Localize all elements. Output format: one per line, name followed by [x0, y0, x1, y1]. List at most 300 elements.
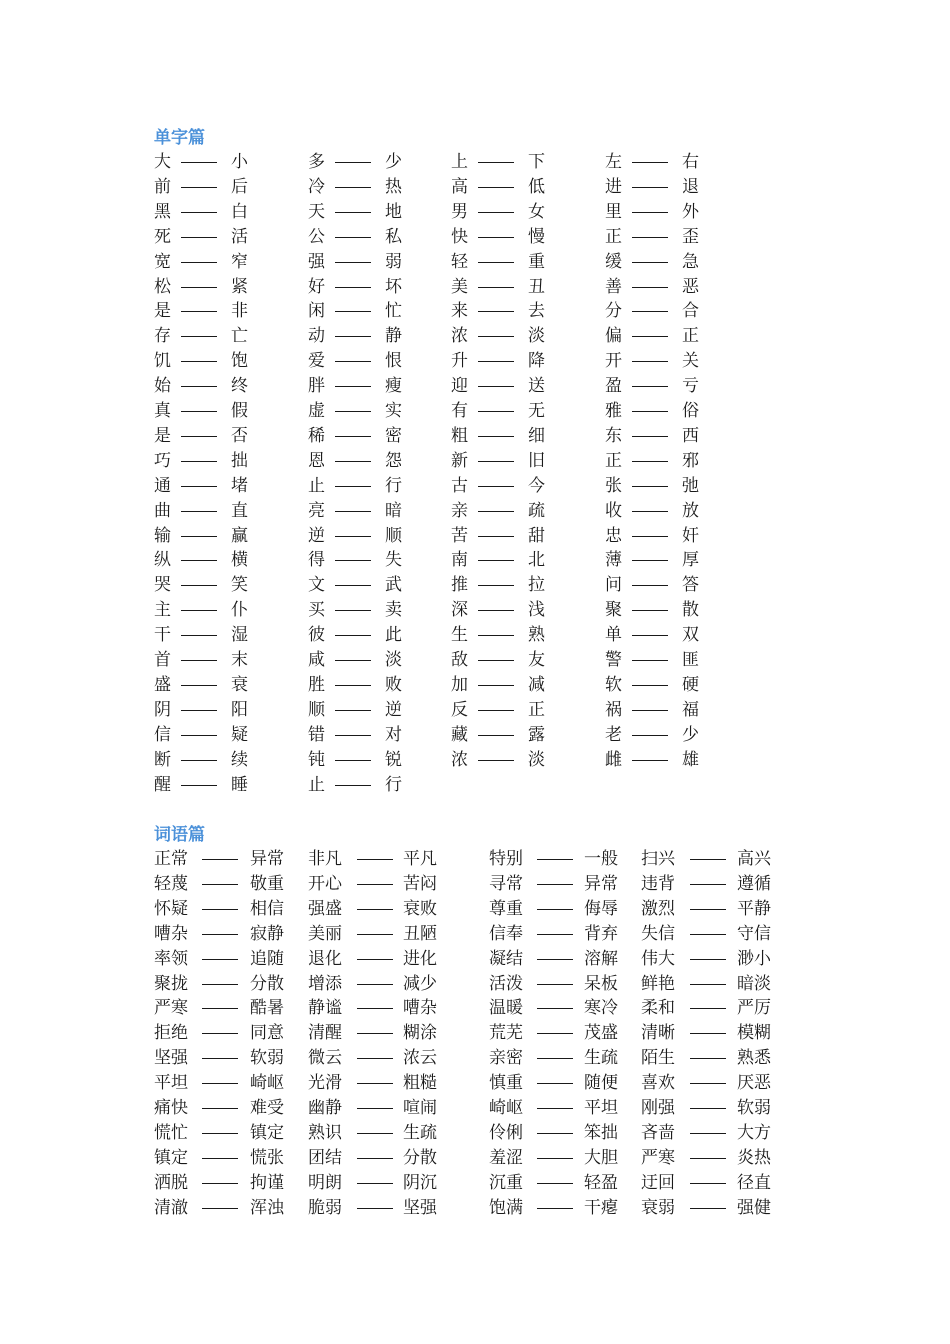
dash-separator — [335, 411, 371, 412]
antonym-opposite: 茂盛 — [584, 1023, 618, 1044]
antonym-row — [0, 1146, 950, 1171]
antonym-opposite: 崎岖 — [250, 1073, 284, 1094]
dash-separator — [690, 1108, 726, 1109]
antonym-row — [0, 1171, 950, 1196]
dash-separator — [537, 1008, 573, 1009]
antonym-row — [0, 947, 950, 972]
antonym-word: 升 — [451, 351, 468, 372]
dash-separator — [478, 212, 514, 213]
dash-separator — [181, 735, 217, 736]
antonym-row — [0, 996, 950, 1021]
antonym-row — [0, 275, 950, 300]
antonym-word: 温暖 — [489, 998, 523, 1019]
antonym-word: 曲 — [154, 500, 171, 521]
antonym-word: 是 — [154, 301, 171, 322]
antonym-opposite: 合 — [682, 301, 699, 322]
antonym-word: 嘈杂 — [154, 923, 188, 944]
dash-separator — [202, 859, 238, 860]
antonym-opposite: 密 — [385, 425, 402, 446]
antonym-word: 忠 — [605, 525, 622, 546]
antonym-word: 输 — [154, 525, 171, 546]
antonym-opposite: 浑浊 — [250, 1197, 284, 1218]
antonym-opposite: 弛 — [682, 475, 699, 496]
antonym-opposite: 怨 — [385, 450, 402, 471]
antonym-opposite: 酷暑 — [250, 998, 284, 1019]
antonym-opposite: 放 — [682, 500, 699, 521]
antonym-word: 轻蔑 — [154, 873, 188, 894]
antonym-word: 浓 — [451, 326, 468, 347]
antonym-word: 镇定 — [154, 1147, 188, 1168]
dash-separator — [202, 1108, 238, 1109]
dash-separator — [632, 411, 668, 412]
antonym-word: 聚 — [605, 600, 622, 621]
dash-separator — [478, 361, 514, 362]
antonym-word: 冷 — [308, 176, 325, 197]
antonym-word: 违背 — [641, 873, 675, 894]
dash-separator — [202, 1208, 238, 1209]
antonym-word: 活泼 — [489, 973, 523, 994]
dash-separator — [478, 386, 514, 387]
dash-separator — [357, 1083, 393, 1084]
antonym-opposite: 横 — [231, 550, 248, 571]
antonym-opposite: 少 — [682, 724, 699, 745]
dash-separator — [335, 237, 371, 238]
antonym-word: 喜欢 — [641, 1073, 675, 1094]
antonym-word: 存 — [154, 326, 171, 347]
antonym-word: 迂回 — [641, 1172, 675, 1193]
dash-separator — [478, 560, 514, 561]
antonym-word: 宽 — [154, 251, 171, 272]
antonym-word: 天 — [308, 201, 325, 222]
dash-separator — [632, 262, 668, 263]
antonym-word: 进 — [605, 176, 622, 197]
antonym-opposite: 寒冷 — [584, 998, 618, 1019]
dash-separator — [478, 710, 514, 711]
antonym-row — [0, 573, 950, 598]
antonym-opposite: 丑陋 — [403, 923, 437, 944]
antonym-word: 始 — [154, 376, 171, 397]
dash-separator — [537, 984, 573, 985]
antonym-row — [0, 1071, 950, 1096]
antonym-opposite: 生疏 — [403, 1122, 437, 1143]
dash-separator — [202, 984, 238, 985]
antonym-word: 非凡 — [308, 849, 342, 869]
antonym-word: 哭 — [154, 575, 171, 596]
antonym-word: 高 — [451, 176, 468, 197]
dash-separator — [537, 959, 573, 960]
antonym-word: 老 — [605, 724, 622, 745]
dash-separator — [537, 884, 573, 885]
dash-separator — [632, 287, 668, 288]
antonym-row — [0, 922, 950, 947]
dash-separator — [632, 311, 668, 312]
antonym-opposite: 嘈杂 — [403, 998, 437, 1019]
antonym-word: 强盛 — [308, 898, 342, 919]
antonym-opposite: 实 — [385, 401, 402, 421]
antonym-row — [0, 698, 950, 723]
antonym-word: 亲 — [451, 500, 468, 521]
dash-separator — [181, 461, 217, 462]
antonym-word: 里 — [605, 201, 622, 222]
antonym-opposite: 大胆 — [584, 1147, 618, 1168]
antonym-opposite: 失 — [385, 550, 402, 571]
antonym-word: 率领 — [154, 948, 188, 969]
dash-separator — [478, 187, 514, 188]
antonym-opposite: 追随 — [250, 948, 284, 969]
antonym-opposite: 少 — [385, 152, 402, 172]
dash-separator — [632, 436, 668, 437]
antonym-opposite: 相信 — [250, 898, 284, 919]
antonym-opposite: 散 — [682, 600, 699, 621]
antonym-word: 张 — [605, 475, 622, 496]
antonym-word: 松 — [154, 276, 171, 297]
antonym-opposite: 分散 — [250, 973, 284, 994]
antonym-opposite: 平凡 — [403, 849, 437, 869]
antonym-opposite: 浅 — [528, 600, 545, 621]
dash-separator — [357, 984, 393, 985]
antonym-word: 收 — [605, 500, 622, 521]
dash-separator — [335, 735, 371, 736]
antonym-row — [0, 324, 950, 349]
antonym-opposite: 俗 — [682, 401, 699, 421]
antonym-word: 大 — [154, 152, 171, 172]
antonym-opposite: 双 — [682, 625, 699, 646]
antonym-word: 上 — [451, 152, 468, 172]
dash-separator — [181, 262, 217, 263]
dash-separator — [181, 585, 217, 586]
dash-separator — [690, 859, 726, 860]
antonym-opposite: 女 — [528, 201, 545, 222]
dash-separator — [202, 1183, 238, 1184]
dash-separator — [357, 934, 393, 935]
dash-separator — [632, 162, 668, 163]
antonym-word: 盛 — [154, 674, 171, 695]
dash-separator — [181, 212, 217, 213]
antonym-opposite: 背弃 — [584, 923, 618, 944]
dash-separator — [478, 486, 514, 487]
dash-separator — [181, 187, 217, 188]
dash-separator — [632, 560, 668, 561]
dash-separator — [478, 660, 514, 661]
antonym-row — [0, 474, 950, 499]
antonym-opposite: 软弱 — [737, 1098, 771, 1118]
antonym-word: 聚拢 — [154, 973, 188, 994]
antonym-row — [0, 150, 950, 175]
antonym-word: 公 — [308, 226, 325, 247]
antonym-word: 藏 — [451, 724, 468, 745]
dash-separator — [181, 685, 217, 686]
antonym-word: 明朗 — [308, 1172, 342, 1193]
antonym-word: 平坦 — [154, 1073, 188, 1094]
antonym-opposite: 后 — [231, 176, 248, 197]
dash-separator — [357, 1108, 393, 1109]
dash-separator — [335, 635, 371, 636]
dash-separator — [335, 760, 371, 761]
antonym-word: 严寒 — [641, 1147, 675, 1168]
antonym-opposite: 拙 — [231, 450, 248, 471]
antonym-row — [0, 250, 950, 275]
dash-separator — [181, 287, 217, 288]
antonym-opposite: 正 — [528, 699, 545, 720]
dash-separator — [181, 536, 217, 537]
antonym-opposite: 遵循 — [737, 873, 771, 894]
dash-separator — [357, 1033, 393, 1034]
antonym-row — [0, 499, 950, 524]
antonym-word: 文 — [308, 575, 325, 596]
antonym-word: 深 — [451, 600, 468, 621]
dash-separator — [335, 461, 371, 462]
dash-separator — [335, 162, 371, 163]
antonym-opposite: 忙 — [385, 301, 402, 322]
dash-separator — [478, 287, 514, 288]
dash-separator — [632, 386, 668, 387]
dash-separator — [537, 859, 573, 860]
antonym-word: 爱 — [308, 351, 325, 372]
dash-separator — [181, 560, 217, 561]
antonym-opposite: 侮辱 — [584, 898, 618, 919]
dash-separator — [181, 237, 217, 238]
dash-separator — [690, 1033, 726, 1034]
antonym-word: 慎重 — [489, 1073, 523, 1094]
antonym-row — [0, 175, 950, 200]
antonym-opposite: 软弱 — [250, 1048, 284, 1069]
antonym-opposite: 逆 — [385, 699, 402, 720]
antonym-row — [0, 648, 950, 673]
dash-separator — [690, 884, 726, 885]
dash-separator — [335, 187, 371, 188]
antonym-opposite: 径直 — [737, 1172, 771, 1193]
dash-separator — [357, 1008, 393, 1009]
antonym-word: 加 — [451, 674, 468, 695]
dash-separator — [181, 386, 217, 387]
antonym-word: 恩 — [308, 450, 325, 471]
antonym-opposite: 淡 — [528, 749, 545, 770]
antonym-word: 来 — [451, 301, 468, 322]
antonym-word: 刚强 — [641, 1098, 675, 1118]
dash-separator — [478, 237, 514, 238]
antonym-opposite: 右 — [682, 152, 699, 172]
antonym-word: 正 — [605, 226, 622, 247]
antonym-opposite: 下 — [528, 152, 545, 172]
antonym-word: 阴 — [154, 699, 171, 720]
antonym-row — [0, 748, 950, 773]
antonym-opposite: 匪 — [682, 650, 699, 670]
antonym-word: 新 — [451, 450, 468, 471]
antonym-opposite: 拉 — [528, 575, 545, 596]
antonym-row — [0, 399, 950, 424]
dash-separator — [202, 909, 238, 910]
antonym-opposite: 仆 — [231, 600, 248, 621]
antonym-opposite: 强健 — [737, 1197, 771, 1218]
antonym-opposite: 恶 — [682, 276, 699, 297]
dash-separator — [690, 1158, 726, 1159]
antonym-row — [0, 299, 950, 324]
dash-separator — [632, 585, 668, 586]
dash-separator — [181, 311, 217, 312]
antonym-opposite: 大方 — [737, 1122, 771, 1143]
antonym-opposite: 续 — [231, 749, 248, 770]
antonym-opposite: 北 — [528, 550, 545, 571]
antonym-word: 善 — [605, 276, 622, 297]
antonym-word: 虚 — [308, 401, 325, 421]
dash-separator — [181, 436, 217, 437]
dash-separator — [335, 585, 371, 586]
antonym-opposite: 疑 — [231, 724, 248, 745]
antonym-word: 静谧 — [308, 998, 342, 1019]
antonym-word: 男 — [451, 201, 468, 222]
dash-separator — [632, 511, 668, 512]
dash-separator — [537, 1133, 573, 1134]
antonym-opposite: 暗 — [385, 500, 402, 521]
dash-separator — [202, 1058, 238, 1059]
antonym-opposite: 此 — [385, 625, 402, 646]
antonym-word: 衰弱 — [641, 1197, 675, 1218]
antonym-word: 南 — [451, 550, 468, 571]
antonym-opposite: 败 — [385, 674, 402, 695]
antonym-opposite: 饱 — [231, 351, 248, 372]
antonym-opposite: 福 — [682, 699, 699, 720]
antonym-opposite: 异常 — [584, 873, 618, 894]
antonym-word: 苦 — [451, 525, 468, 546]
dash-separator — [478, 735, 514, 736]
antonym-opposite: 顺 — [385, 525, 402, 546]
antonym-row — [0, 972, 950, 997]
dash-separator — [335, 710, 371, 711]
dash-separator — [335, 536, 371, 537]
antonym-word: 陌生 — [641, 1048, 675, 1069]
dash-separator — [690, 1133, 726, 1134]
dash-separator — [357, 1208, 393, 1209]
antonym-opposite: 进化 — [403, 948, 437, 969]
antonym-opposite: 甜 — [528, 525, 545, 546]
antonym-word: 美丽 — [308, 923, 342, 944]
antonym-opposite: 平坦 — [584, 1098, 618, 1118]
antonym-row — [0, 598, 950, 623]
dash-separator — [335, 311, 371, 312]
antonym-opposite: 喧闹 — [403, 1098, 437, 1118]
antonym-opposite: 分散 — [403, 1147, 437, 1168]
antonym-word: 伟大 — [641, 948, 675, 969]
dash-separator — [335, 511, 371, 512]
antonym-opposite: 地 — [385, 201, 402, 222]
antonym-opposite: 对 — [385, 724, 402, 745]
dash-separator — [478, 436, 514, 437]
antonym-word: 开 — [605, 351, 622, 372]
antonym-opposite: 笑 — [231, 575, 248, 596]
dash-separator — [357, 909, 393, 910]
dash-separator — [181, 610, 217, 611]
antonym-opposite: 淡 — [385, 650, 402, 670]
antonym-word: 痛快 — [154, 1098, 188, 1118]
dash-separator — [632, 635, 668, 636]
antonym-word: 荒芜 — [489, 1023, 523, 1044]
antonym-word: 寻常 — [489, 873, 523, 894]
dash-separator — [632, 187, 668, 188]
antonym-opposite: 寂静 — [250, 923, 284, 944]
antonym-opposite: 行 — [385, 774, 402, 795]
dash-separator — [357, 1158, 393, 1159]
dash-separator — [335, 660, 371, 661]
antonym-opposite: 急 — [682, 251, 699, 272]
antonym-word: 浓 — [451, 749, 468, 770]
antonym-word: 巧 — [154, 450, 171, 471]
antonym-word: 亲密 — [489, 1048, 523, 1069]
dash-separator — [537, 1108, 573, 1109]
antonym-opposite: 睡 — [231, 774, 248, 795]
antonym-opposite: 终 — [231, 376, 248, 397]
antonym-word: 动 — [308, 326, 325, 347]
antonym-word: 正常 — [154, 849, 188, 869]
antonym-row — [0, 449, 950, 474]
antonym-word: 止 — [308, 774, 325, 795]
dash-separator — [537, 1058, 573, 1059]
antonym-word: 清澈 — [154, 1197, 188, 1218]
antonym-word: 问 — [605, 575, 622, 596]
dash-separator — [632, 237, 668, 238]
antonym-word: 盈 — [605, 376, 622, 397]
dash-separator — [181, 660, 217, 661]
dash-separator — [690, 984, 726, 985]
antonym-word: 警 — [605, 650, 622, 670]
dash-separator — [181, 635, 217, 636]
antonym-word: 开心 — [308, 873, 342, 894]
antonym-opposite: 友 — [528, 650, 545, 670]
antonym-opposite: 严厉 — [737, 998, 771, 1019]
antonym-opposite: 细 — [528, 425, 545, 446]
antonym-opposite: 难受 — [250, 1098, 284, 1118]
dash-separator — [335, 287, 371, 288]
antonym-row — [0, 424, 950, 449]
antonym-row — [0, 1021, 950, 1046]
antonym-row — [0, 548, 950, 573]
dash-separator — [478, 336, 514, 337]
antonym-word: 特别 — [489, 849, 523, 869]
antonym-word: 死 — [154, 226, 171, 247]
antonym-word: 彼 — [308, 625, 325, 646]
antonym-opposite: 亏 — [682, 376, 699, 397]
antonym-opposite: 否 — [231, 425, 248, 446]
antonym-word: 古 — [451, 475, 468, 496]
antonym-word: 醒 — [154, 774, 171, 795]
antonym-opposite: 热 — [385, 176, 402, 197]
antonym-opposite: 丑 — [528, 276, 545, 297]
antonym-opposite: 静 — [385, 326, 402, 347]
antonym-opposite: 露 — [528, 724, 545, 745]
dash-separator — [690, 909, 726, 910]
dash-separator — [478, 411, 514, 412]
antonym-word: 分 — [605, 301, 622, 322]
antonym-word: 快 — [451, 226, 468, 247]
antonym-opposite: 平静 — [737, 898, 771, 919]
antonym-row — [0, 349, 950, 374]
dash-separator — [478, 311, 514, 312]
antonym-word: 增添 — [308, 973, 342, 994]
dash-separator — [537, 1083, 573, 1084]
antonym-opposite: 模糊 — [737, 1023, 771, 1044]
antonym-opposite: 退 — [682, 176, 699, 197]
antonym-word: 严寒 — [154, 998, 188, 1019]
dash-separator — [478, 635, 514, 636]
antonym-opposite: 熟悉 — [737, 1048, 771, 1069]
antonym-opposite: 阳 — [231, 699, 248, 720]
dash-separator — [181, 760, 217, 761]
dash-separator — [478, 685, 514, 686]
dash-separator — [181, 411, 217, 412]
antonym-opposite: 衰败 — [403, 898, 437, 919]
antonym-opposite: 堵 — [231, 475, 248, 496]
antonym-word: 凝结 — [489, 948, 523, 969]
antonym-word: 坚强 — [154, 1048, 188, 1069]
